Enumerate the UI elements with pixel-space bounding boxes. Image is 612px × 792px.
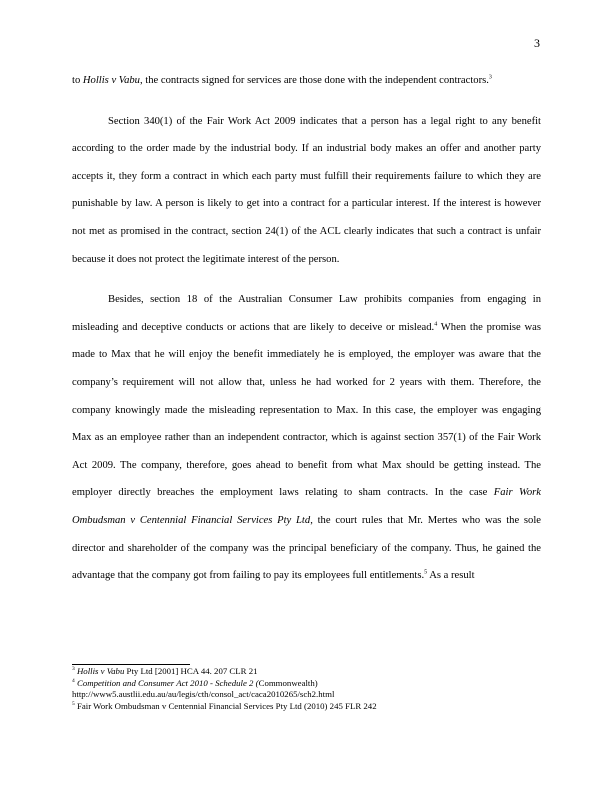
- footnote-number: 4: [72, 677, 75, 684]
- text-run: Besides, section 18 of the Australian Consumer Law prohibits companies from engaging in misleading and deceptive conducts or actions that are likely to deceive or mislead.: [72, 294, 541, 333]
- footnote-ref-4[interactable]: 4: [434, 321, 438, 328]
- footnote-4: [72, 678, 542, 690]
- footnote-separator: [72, 664, 190, 665]
- text-run: As a result: [427, 570, 475, 582]
- text-run: Fair Work Ombudsman v Centennial Financial Services Pty Ltd (2010) 245 FLR 242: [74, 700, 377, 711]
- case-name-centennial: Fair Work Ombudsman v Centennial Financial Services Pty Ltd: [72, 487, 541, 526]
- footnote-number: 3: [72, 666, 75, 673]
- footnote-ref-3[interactable]: 3: [488, 74, 492, 81]
- paragraph-continuation: [72, 67, 541, 95]
- footnote-act-title: Competition and Consumer Act 2010 - Schedule 2 (: [76, 677, 259, 688]
- footnotes: [72, 666, 542, 712]
- paragraph-consumer-law: [72, 286, 541, 590]
- body-text: [72, 67, 541, 590]
- text-run: , the court rules that Mr. Mertes who was the sole director and shareholder of the company was the principal beneficiary of the company. Thus, he gained the advantage that the company got from failing to pay its employees full entitlements.: [72, 514, 541, 582]
- paragraph-gap: [72, 273, 541, 286]
- paragraph-fair-work-act: [72, 108, 541, 274]
- case-name-hollis-v-vabu: Hollis v Vabu: [82, 75, 140, 86]
- footnote-4-url: [72, 689, 542, 701]
- paragraph-gap: [72, 95, 541, 108]
- footnote-5: [72, 701, 542, 713]
- footnote-link[interactable]: http://www5.austlii.edu.au/au/legis/cth/consol_act/caca2010265/sch2.html: [72, 689, 335, 700]
- text-run: to: [72, 75, 83, 86]
- footnote-case-name: Hollis v Vabu: [76, 666, 125, 676]
- text-run: Section 340(1) of the Fair Work Act 2009 indicates that a person has a legal right to any benefit according to the order made by the industrial body. If an industrial body makes an offer and another party accepts it, they form a contract in which each party must fulfill their requirements failure to which they are punishable by law. A person is likely to get into a contract for a particular interest. If the interest is however not met as promised in the contract, section 24(1) of the ACL clearly indicates that such a contract is unfair because it does not protect the legitimate interest of the person.: [72, 115, 541, 265]
- page-number: 3: [534, 36, 540, 50]
- text-run: , the contracts signed for services are those done with the independent contractors.: [139, 75, 489, 86]
- text-run: Pty Ltd [2001] HCA 44. 207 CLR 21: [124, 666, 258, 676]
- footnote-ref-5[interactable]: 5: [424, 569, 428, 576]
- text-run: When the promise was made to Max that he will enjoy the benefit immediately he is employed, the employer was aware that the company’s requirement will not allow that, unless he had worked for 2 years with them. Therefore, the company knowingly made the misleading representation to Max. In this case, the employer was engaging Max as an employee rather than an independent contractor, which is against section 357(1) of the Fair Work Act 2009. The company, therefore, goes ahead to benefit from what Max should be getting instead. The employer directly breaches the employment laws relating to sham contracts. In the case: [72, 321, 542, 499]
- footnote-3: [72, 666, 542, 678]
- text-run: Commonwealth): [258, 677, 318, 688]
- footnote-number: 5: [72, 700, 75, 707]
